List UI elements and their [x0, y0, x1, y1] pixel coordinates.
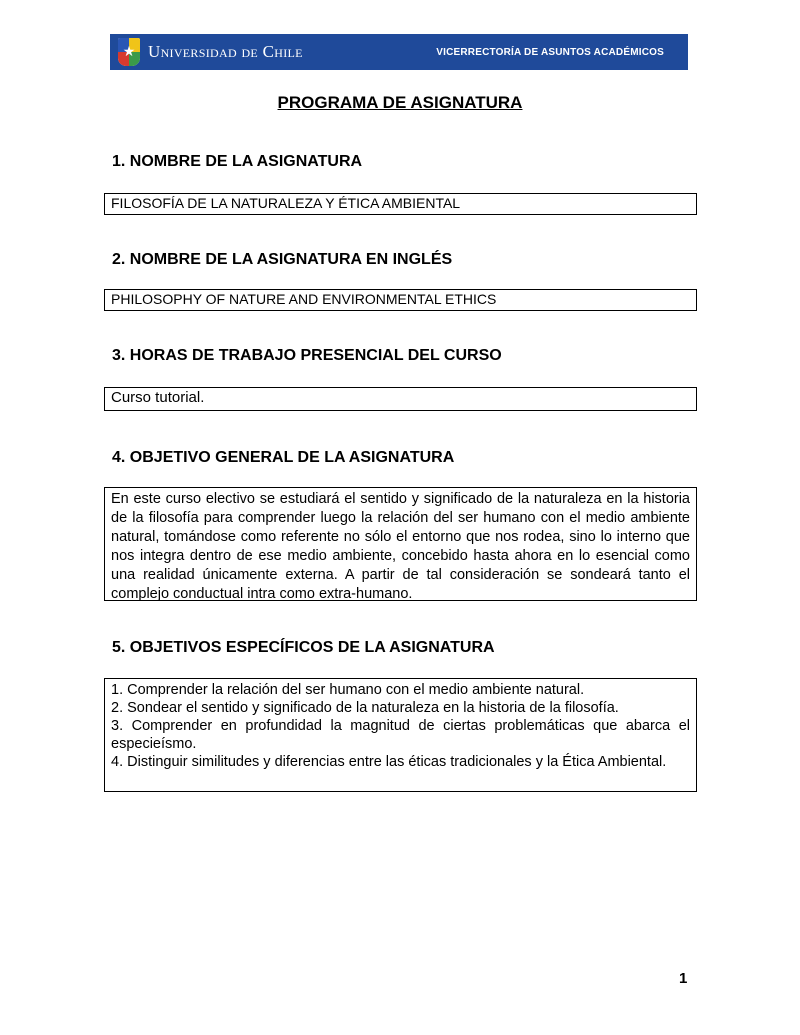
section-2-box [104, 289, 697, 311]
course-hours: Curso tutorial. [111, 389, 205, 406]
section-4-box [104, 487, 697, 601]
department-name: VICERRECTORÍA DE ASUNTOS ACADÉMICOS [436, 46, 664, 58]
section-5-heading: 5. OBJETIVOS ESPECÍFICOS DE LA ASIGNATURA [112, 639, 495, 656]
section-4-heading: 4. OBJETIVO GENERAL DE LA ASIGNATURA [112, 449, 455, 466]
section-3-heading: 3. HORAS DE TRABAJO PRESENCIAL DEL CURSO [112, 347, 502, 364]
general-objective-text: En este curso electivo se estudiará el sentido y significado de la naturaleza en la historia de la filosofía para comprender luego la relación del ser humano con el medio ambiente natural, tomándose como referente no sólo el entorno que nos rodea, sino lo interno que nos integra dentro de ese medio ambiente, concebido hasta ahora en lo esencial como una realidad únicamente externa. A partir de tal consideración se sondeará tanto el complejo conductual intra como extra-humano. [111, 491, 690, 602]
header-banner [110, 34, 688, 70]
section-1-heading: 1. NOMBRE DE LA ASIGNATURA [112, 153, 363, 170]
university-crest-icon: ★ [118, 38, 140, 66]
section-3-box [104, 387, 697, 411]
list-item: 1. Comprender la relación del ser humano con el medio ambiente natural. [111, 682, 585, 698]
list-item: 3. Comprender en profundidad la magnitud de ciertas problemáticas que abarca el especieísmo. [111, 718, 690, 752]
course-name-english: PHILOSOPHY OF NATURE AND ENVIRONMENTAL ETHICS [111, 291, 497, 307]
list-item: 4. Distinguir similitudes y diferencias entre las éticas tradicionales y la Ética Ambiental. [111, 754, 667, 770]
section-2-heading: 2. NOMBRE DE LA ASIGNATURA EN INGLÉS [112, 251, 453, 268]
page-title: PROGRAMA DE ASIGNATURA [277, 93, 523, 112]
section-1-box [104, 193, 697, 215]
university-name: Universidad de Chile [148, 42, 303, 61]
page-number: 1 [679, 970, 688, 987]
list-item: 2. Sondear el sentido y significado de la naturaleza en la historia de la filosofía. [111, 700, 619, 716]
section-5-box [104, 678, 697, 792]
course-name: FILOSOFÍA DE LA NATURALEZA Y ÉTICA AMBIENTAL [111, 195, 461, 211]
